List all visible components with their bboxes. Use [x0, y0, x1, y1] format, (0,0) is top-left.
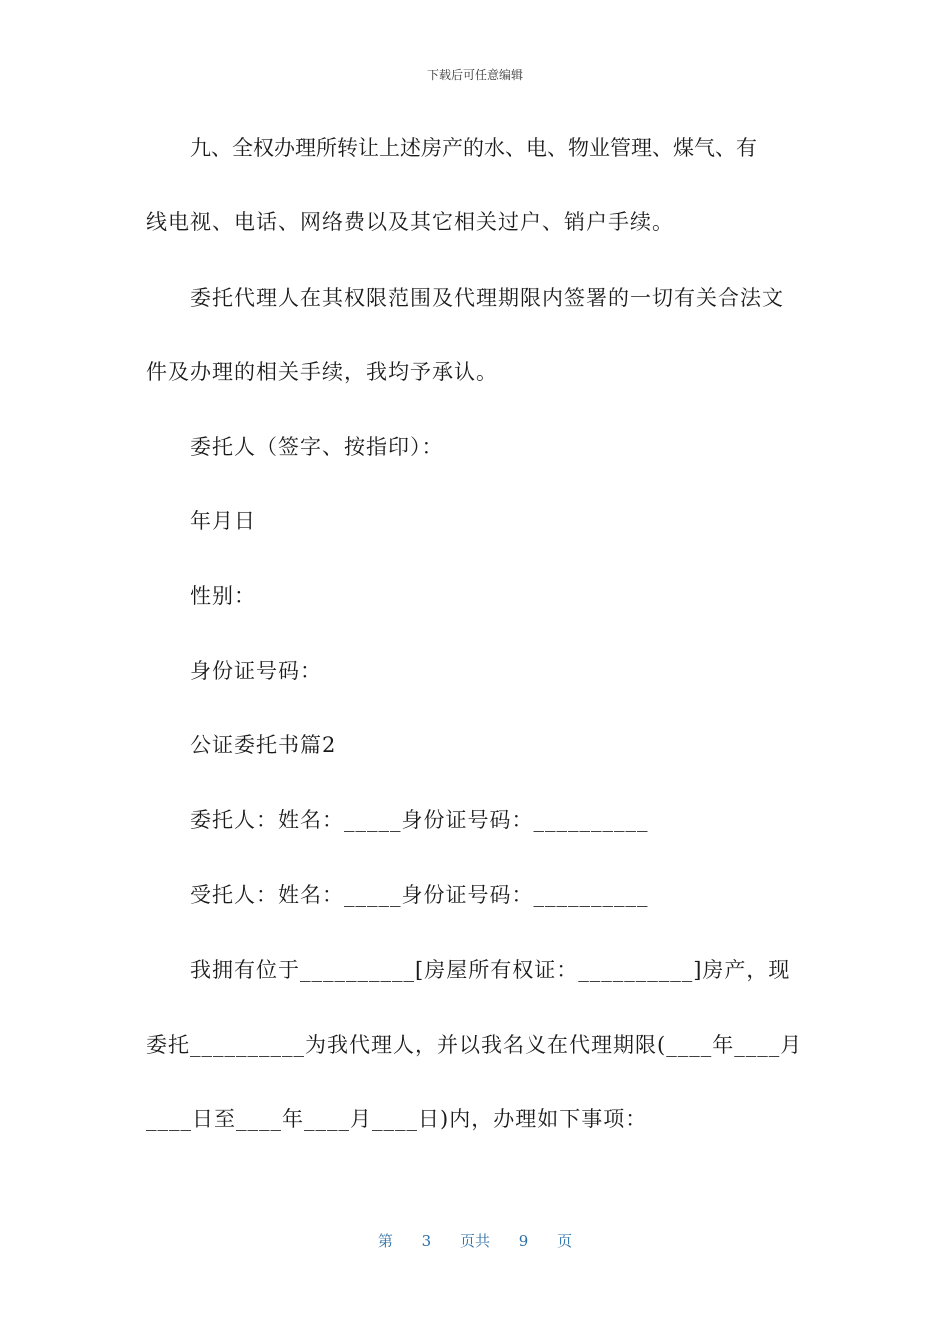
delegation-line: 委托__________为我代理人，并以我名义在代理期限(____年____月 — [146, 1033, 803, 1057]
id-number-line: 身份证号码： — [190, 659, 322, 683]
page-footer — [0, 1230, 950, 1251]
page-label-prefix: 第 — [377, 1232, 393, 1250]
property-line: 我拥有位于__________[房屋所有权证：__________]房产，现 — [190, 958, 791, 982]
paragraph-line-4: 件及办理的相关手续，我均予承认。 — [146, 360, 498, 384]
paragraph-line-3: 委托代理人在其权限范围及代理期限内签署的一切有关合法文 — [190, 286, 784, 310]
page-label-suffix: 页 — [557, 1232, 573, 1250]
page-label-mid: 页共 — [459, 1232, 490, 1250]
paragraph-line-2: 线电视、电话、网络费以及其它相关过户、销户手续。 — [146, 210, 674, 234]
date-line: 年月日 — [190, 509, 256, 533]
agent-info-line: 受托人：姓名：_____身份证号码：__________ — [190, 883, 649, 907]
header-note: 下载后可任意编辑 — [426, 68, 523, 82]
principal-signature-line: 委托人（签字、按指印）： — [190, 435, 444, 459]
section-title: 公证委托书篇2 — [190, 733, 337, 757]
total-page-number: 9 — [518, 1232, 529, 1250]
term-line: ____日至____年____月____日)内，办理如下事项： — [146, 1107, 648, 1131]
gender-line: 性别： — [190, 584, 256, 608]
paragraph-line-1: 九、全权办理所转让上述房产的水、电、物业管理、煤气、有 — [190, 136, 757, 160]
current-page-number: 3 — [421, 1232, 432, 1250]
principal-info-line: 委托人：姓名：_____身份证号码：__________ — [190, 808, 649, 832]
